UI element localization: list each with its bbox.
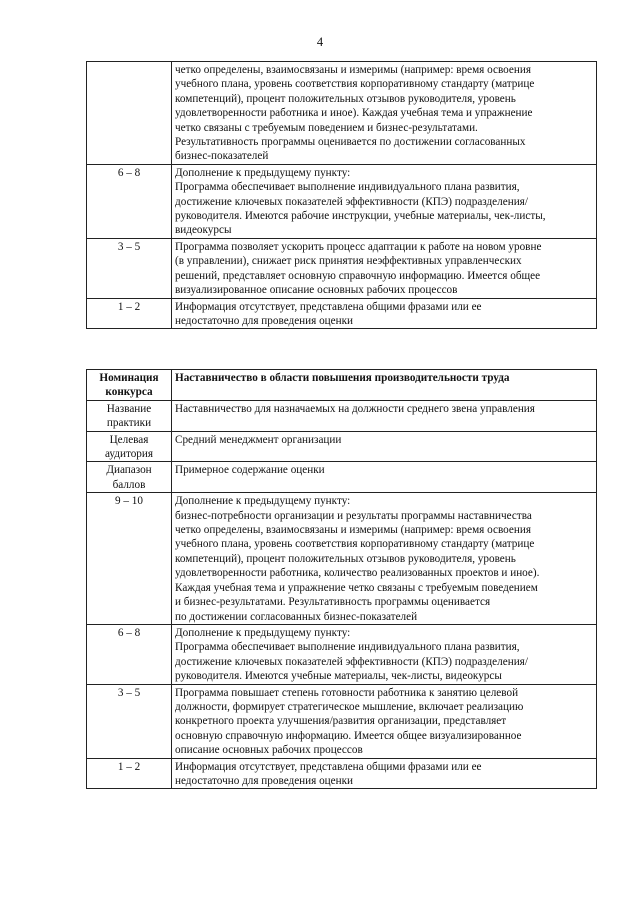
- score-description: [172, 493, 597, 625]
- description-line: Информация отсутствует, представлена общими фразами или ее: [175, 760, 482, 773]
- description-line: руководителя. Имеются учебные материалы, чек-листы, видеокурсы: [175, 670, 502, 683]
- description-line: четко определены, взаимосвязаны и измеримы (например: время освоения: [175, 524, 531, 537]
- description-line: Информация отсутствует, представлена общими фразами или ее: [175, 300, 482, 313]
- criteria-table-continued: [86, 61, 597, 329]
- score-row: [87, 62, 597, 165]
- description-line: Результативность программы оценивается по достижении согласованных: [175, 136, 526, 149]
- label-line: Диапазон: [106, 464, 152, 477]
- description-line: удовлетворенности работника и иное). Каждая учебная тема и упражнение: [175, 107, 533, 120]
- score-row: [87, 298, 597, 329]
- score-row: [87, 164, 597, 238]
- description-line: бизнес-потребности организации и результаты программы наставничества: [175, 509, 532, 522]
- score-description: [172, 684, 597, 758]
- score-range: 9 – 10: [87, 493, 172, 625]
- score-row: [87, 684, 597, 758]
- score-description: [172, 298, 597, 329]
- nomination-label: Номинация конкурса: [87, 370, 172, 401]
- description-line: и бизнес-результатами. Результативность программы оценивается: [175, 596, 491, 609]
- score-row: [87, 758, 597, 789]
- description-line: недостаточно для проведения оценки: [175, 774, 354, 787]
- score-range: 3 – 5: [87, 238, 172, 298]
- description-line: (в управлении), снижает риск принятия неэффективных управленческих: [175, 255, 522, 268]
- description-line: основную справочную информацию. Имеется общее визуализированное: [175, 729, 522, 742]
- score-range: [87, 62, 172, 165]
- description-line: удовлетворенности работника, количество реализованных проектов и иное).: [175, 567, 540, 580]
- info-value: Наставничество для назначаемых на должности среднего звена управления: [172, 400, 597, 431]
- info-label: [87, 400, 172, 431]
- score-description: [172, 62, 597, 165]
- description-line: визуализированное описание основных рабочих процессов: [175, 284, 458, 297]
- info-value: Примерное содержание оценки: [172, 462, 597, 493]
- description-line: учебного плана, уровень соответствия корпоративному стандарту (матрице: [175, 78, 535, 91]
- description-line: Дополнение к предыдущему пункту:: [175, 166, 351, 179]
- description-line: Дополнение к предыдущему пункту:: [175, 495, 351, 508]
- info-value: Средний менеджмент организации: [172, 431, 597, 462]
- nomination-table: [86, 369, 597, 789]
- description-line: четко связаны с требуемым поведением и бизнес-результатами.: [175, 121, 478, 134]
- score-description: [172, 238, 597, 298]
- description-line: учебного плана, уровень соответствия корпоративному стандарту (матрице: [175, 538, 535, 551]
- info-row: [87, 462, 597, 493]
- score-row: [87, 493, 597, 625]
- info-label: [87, 462, 172, 493]
- description-line: должности, формирует стратегическое мышление, включает реализацию: [175, 700, 524, 713]
- score-range: 1 – 2: [87, 298, 172, 329]
- score-range: 6 – 8: [87, 624, 172, 684]
- description-line: Программа обеспечивает выполнение индивидуального плана развития,: [175, 181, 520, 194]
- info-row: [87, 400, 597, 431]
- nomination-value: Наставничество в области повышения производительности труда: [172, 370, 597, 401]
- score-description: [172, 758, 597, 789]
- info-label: [87, 431, 172, 462]
- score-range: 1 – 2: [87, 758, 172, 789]
- description-line: описание основных рабочих процессов: [175, 744, 363, 757]
- description-line: Программа повышает степень готовности работника к занятию целевой: [175, 686, 519, 699]
- label-line: Целевая: [109, 433, 149, 446]
- score-row: [87, 624, 597, 684]
- description-line: Программа обеспечивает выполнение индивидуального плана развития,: [175, 641, 520, 654]
- description-line: Дополнение к предыдущему пункту:: [175, 626, 351, 639]
- nomination-header-row: [87, 370, 597, 401]
- description-line: руководителя. Имеются рабочие инструкции, учебные материалы, чек-листы,: [175, 210, 546, 223]
- description-line: недостаточно для проведения оценки: [175, 314, 354, 327]
- description-line: Каждая учебная тема и упражнение четко связаны с требуемым поведением: [175, 581, 538, 594]
- description-line: по достижении согласованных бизнес-показателей: [175, 610, 418, 623]
- description-line: компетенций), процент положительных отзывов руководителя, уровень: [175, 552, 516, 565]
- page-number: 4: [316, 35, 324, 49]
- score-range: 3 – 5: [87, 684, 172, 758]
- description-line: достижение ключевых показателей эффективности (КПЭ) подразделения/: [175, 195, 528, 208]
- score-description: [172, 624, 597, 684]
- label-line: аудитория: [104, 448, 154, 461]
- description-line: решений, представляет основную справочную информацию. Имеется общее: [175, 269, 541, 282]
- score-range: 6 – 8: [87, 164, 172, 238]
- label-line: практики: [106, 417, 152, 430]
- label-line: баллов: [112, 478, 146, 491]
- label-line: Название: [106, 402, 152, 415]
- score-description: [172, 164, 597, 238]
- description-line: достижение ключевых показателей эффективности (КПЭ) подразделения/: [175, 655, 528, 668]
- description-line: Программа позволяет ускорить процесс адаптации к работе на новом уровне: [175, 240, 542, 253]
- description-line: четко определены, взаимосвязаны и измеримы (например: время освоения: [175, 64, 531, 76]
- score-row: [87, 238, 597, 298]
- description-line: бизнес-показателей: [175, 150, 269, 163]
- description-line: видеокурсы: [175, 224, 232, 237]
- description-line: компетенций), процент положительных отзывов руководителя, уровень: [175, 92, 516, 105]
- description-line: конкретного проекта улучшения/развития организации, представляет: [175, 715, 507, 728]
- info-row: [87, 431, 597, 462]
